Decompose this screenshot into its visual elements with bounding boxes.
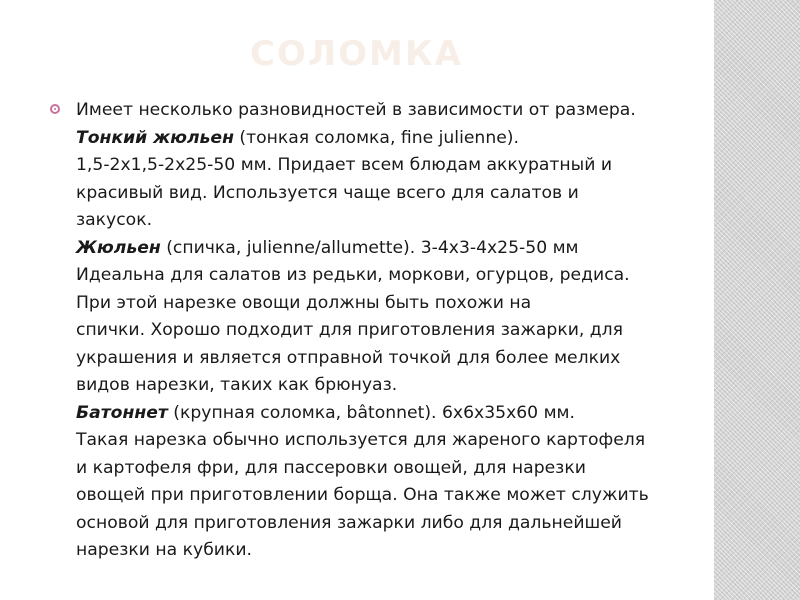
section-line: 1,5-2х1,5-2х25-50 мм. Придает всем блюдам аккуратный и <box>76 155 613 175</box>
section-line: (спичка, julienne/allumette). 3-4х3-4х25-50 мм <box>160 237 579 258</box>
slide-body-text <box>76 97 716 565</box>
section-heading-line <box>76 400 716 428</box>
section-heading-line <box>76 235 716 263</box>
section-line: Идеальна для салатов из редьки, моркови, огурцов, редиса. <box>76 265 630 285</box>
section-line: украшения и является отправной точкой для более мелких <box>76 347 621 368</box>
decorative-side-band <box>714 0 800 600</box>
section-line: (тонкая соломка, fine julienne). <box>233 127 519 148</box>
intro-line: Имеет несколько разновидностей в зависимости от размера. <box>76 100 636 120</box>
section-line: При этой нарезке овощи должны быть похожи на <box>76 292 532 313</box>
slide-title: СОЛОМКА <box>250 34 463 74</box>
section-line: овощей при приготовлении борща. Она также может служить <box>76 485 649 505</box>
section-line: красивый вид. Используется чаще всего для салатов и <box>76 182 579 203</box>
section-line: Такая нарезка обычно используется для жареного картофеля <box>76 430 646 450</box>
section-line: видов нарезки, таких как брюнуаз. <box>76 375 398 395</box>
section-line: основой для приготовления зажарки либо для дальнейшей <box>76 512 622 533</box>
section-heading-line <box>76 125 716 153</box>
section-line: нарезки на кубики. <box>76 540 252 560</box>
section-line: (крупная соломка, bâtonnet). 6х6х35х60 мм. <box>167 402 575 423</box>
section-term: Тонкий жюльен <box>76 127 234 148</box>
section-line: и картофеля фри, для пассеровки овощей, для нарезки <box>76 457 586 478</box>
section-line: спички. Хорошо подходит для приготовления зажарки, для <box>76 320 624 340</box>
bullet-icon <box>50 104 60 114</box>
section-line: закусок. <box>76 210 153 230</box>
section-term: Жюльен <box>76 237 161 258</box>
section-term: Батоннет <box>76 402 168 423</box>
